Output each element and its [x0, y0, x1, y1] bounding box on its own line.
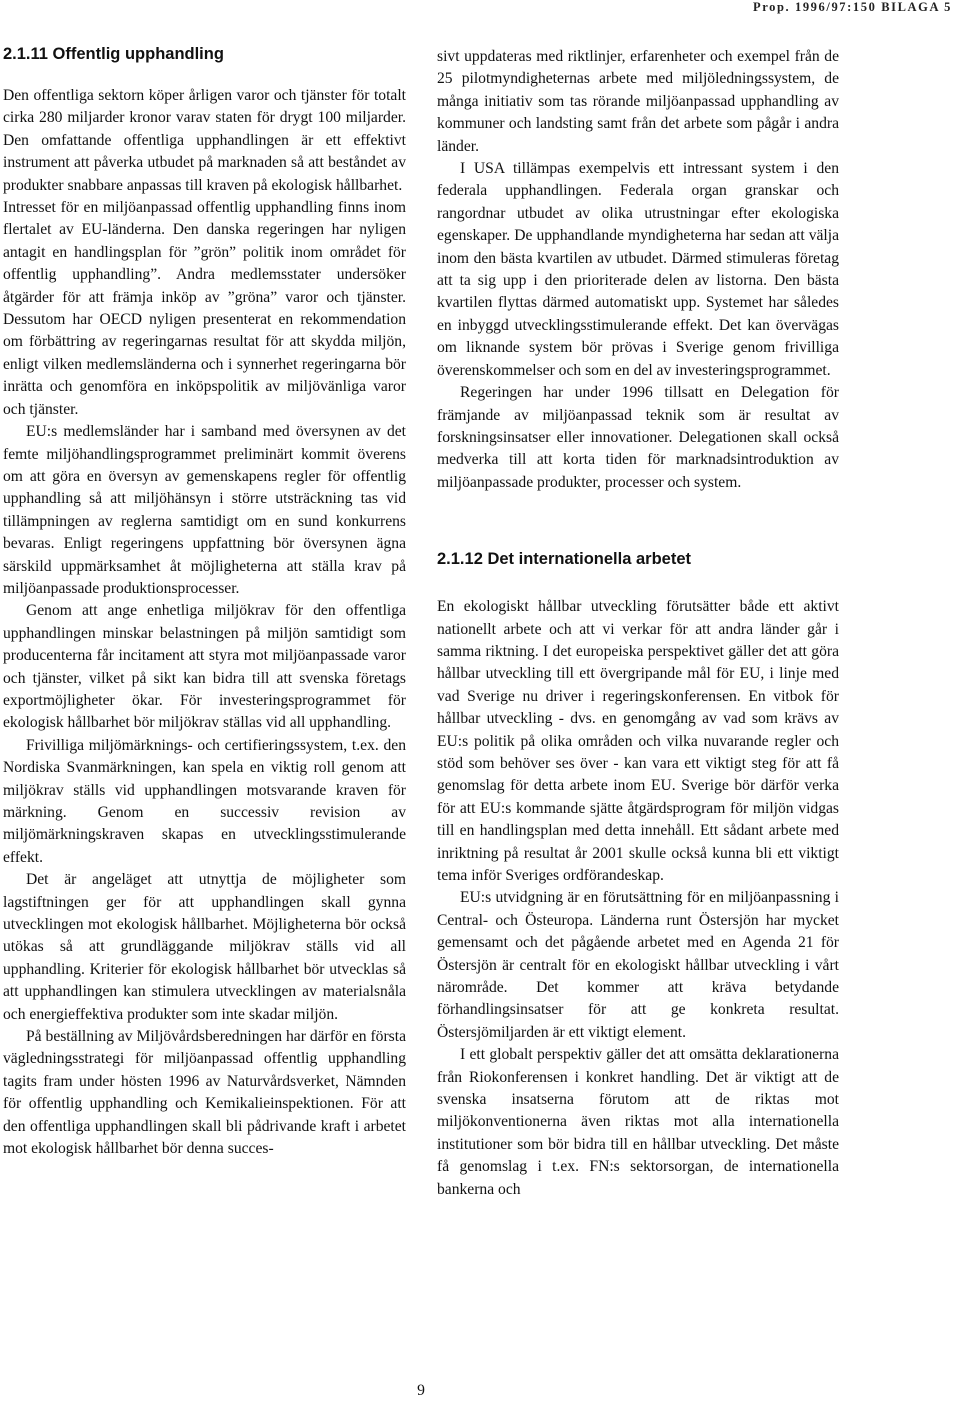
paragraph: Det är angeläget att utnyttja de möjligheter som lagstiftningen ger för att upphandlingen skall gynna utvecklingen mot ekologisk hållbarhet. Möjligheterna bör också utökas så att grundläggande miljökrav ställs vid all upphandling. Kriterier för ekologisk hållbarhet bör utvecklas så att upphandlingen kan stimulera utvecklingen av materialsnåla och energieffektiva produkter som inte skadar miljön.	[3, 871, 406, 1023]
paragraph: Intresset för en miljöanpassad offentlig upphandling finns inom flertalet av EU-länderna. Den danska regeringen har nyligen antagit en handlingsplan för ”grön” politik inom området för offentlig upphandling”. Andra medlemsstater undersöker åtgärder för att främja inköp av ”gröna” varor och tjänster. Dessutom har OECD nyligen presenterat en rekommendation om förbättring av regeringarnas resultat för att skydda miljön, enligt vilken medlemsländerna och i synnerhet regeringarna bör inrätta och genomföra en inköpspolitik av miljövänliga varor och tjänster.	[3, 199, 406, 418]
running-header: Prop. 1996/97:150 BILAGA 5	[752, 0, 952, 14]
paragraph: sivt uppdateras med riktlinjer, erfarenheter och exempel från de 25 pilotmyndigheternas arbete med miljöledningssystem, de många initiativ som tas rörande miljöanpassad upphandling av kommuner och landsting samt från det arbete som pågår i andra länder.	[437, 48, 839, 155]
right-column	[437, 46, 839, 1201]
left-column	[3, 43, 406, 1161]
paragraph: På beställning av Miljövårdsberedningen har därför en första vägledningsstrategi för miljöanpassad offentlig upphandling tagits fram under hösten 1996 av Naturvårdsverket, Nämnden för offentlig upphandling och Kemikalieinspektionen. För att den offentliga upphandlingen skall bli pådrivande kraft i arbetet mot ekologisk hållbarhet bör denna succes-	[3, 1028, 406, 1158]
section-heading-offentlig-upphandling: 2.1.11 Offentlig upphandling	[3, 45, 224, 63]
left-paragraphs	[3, 85, 406, 1161]
paragraph: I USA tillämpas exempelvis ett intressant system i den federala upphandlingen. Federala organ granskar och rangordnar utbudet av olika utrustningar efter ekologiska egenskaper. De upphandlande myndigheterna har sedan att välja inom den bästa kvartilen av utbudet. Därmed stimuleras företag att ta sig upp i den prioriterade delen av listorna. Den bästa kvartilen flyttas därmed automatiskt upp. Systemet har således en inbyggd utvecklingsstimulerande effekt. Det kan övervägas om liknande system bör prövas i Sverige genom frivilliga överenskommelser och som en del av investeringsprogrammet.	[437, 160, 839, 379]
paragraph: Frivilliga miljömärknings- och certifieringssystem, t.ex. den Nordiska Svanmärkningen, kan spela en viktig roll genom att miljökrav ställs vid upphandlingen motsvarande kraven för märkning. Genom en successiv revision av miljömärkningskraven skapas en utvecklingsstimulerande effekt.	[3, 736, 406, 866]
page-number: 9	[417, 1382, 425, 1399]
paragraph: Regeringen har under 1996 tillsatt en Delegation för främjande av miljöanpassad teknik som är resultat av forskningsinsatser eller innovationer. Delegationen skall också medverka till att korta tiden för marknadsintroduktion av miljöanpassade produkter, processer och system.	[437, 384, 839, 491]
paragraph: Den offentliga sektorn köper årligen varor och tjänster för totalt cirka 280 miljarder kronor varav staten för drygt 100 miljarder. Den omfattande offentliga upphandlingen är ett effektivt instrument att påverka utbudet på marknaden så att beståndet av produkter snabbare anpassas till kraven på ekologisk hållbarhet.	[3, 87, 406, 194]
section-heading-internationella-arbetet: 2.1.12 Det internationella arbetet	[437, 550, 692, 569]
paragraph: EU:s utvidgning är en förutsättning för en miljöanpassning i Central- och Östeuropa. Länderna runt Östersjön har mycket gemensamt och det pågående arbetet med en Agenda 21 för Östersjön är centralt för en ekologiskt hållbar utveckling i vårt närområde. Det kommer att kräva betydande förhandlingsinsatser för att ge konkreta resultat. Östersjömiljarden är ett viktigt element.	[437, 889, 839, 1041]
right-paragraphs-top	[437, 46, 839, 494]
paragraph: I ett globalt perspektiv gäller det att omsätta deklarationerna från Riokonferensen i konkret handling. Det är viktigt att de svenska insatserna förutom att de riktas mot miljökonventionerna även riktas mot alla internationella institutioner som bör bidra till en hållbar utveckling. Det måste få genomslag i t.ex. FN:s sektorsorgan, de internationella bankerna och	[437, 1046, 839, 1198]
paragraph: EU:s medlemsländer har i samband med översynen av det femte miljöhandlingsprogrammet preliminärt kommit överens om att göra en översyn av gemenskapens regler för offentlig upphandling så att miljöhänsyn i större utsträckning tas vid tillämpningen av reglerna samtidigt om en sund konkurrens bevaras. Enligt regeringens uppfattning bör översynen ägna särskild uppmärksamhet åt möjligheterna att ställa krav på miljöanpassade produktionsprocesser.	[3, 423, 406, 597]
paragraph: Genom att ange enhetliga miljökrav för den offentliga upphandlingen minskar belastningen på miljön samtidigt som producenterna får incitament att styra mot miljöanpassade varor och tjänster, vilket på sikt kan bidra till att svenska företags exportmöjligheter ökar. För investeringsprogrammet för ekologisk hållbarhet bör miljökrav ställas vid all upphandling.	[3, 602, 406, 732]
paragraph: En ekologiskt hållbar utveckling förutsätter både ett aktivt nationellt arbete och att vi verkar för att andra länder går i samma riktning. I det europeiska perspektivet gäller det att göra hållbar utveckling till ett övergripande mål för EU, i linje med vad Sverige nu driver i regeringskonferensen. En vitbok för hållbar utveckling - dvs. en genomgång av vad som krävs av EU:s politik på olika områden och vilka nuvarande regler och stöd som behöver ses över - kan vara ett viktigt steg för att få genomslag för detta arbete inom EU. Sverige bör därför verka för att EU:s kommande sjätte åtgärdsprogram för miljön vidgas till en handlingsplan med detta innehåll. Ett sådant arbete med inriktning på resultat år 2001 skulle också kunna bli ett viktigt tema inför Sveriges ordförandeskap.	[437, 598, 839, 884]
right-paragraphs-bottom	[437, 596, 839, 1201]
